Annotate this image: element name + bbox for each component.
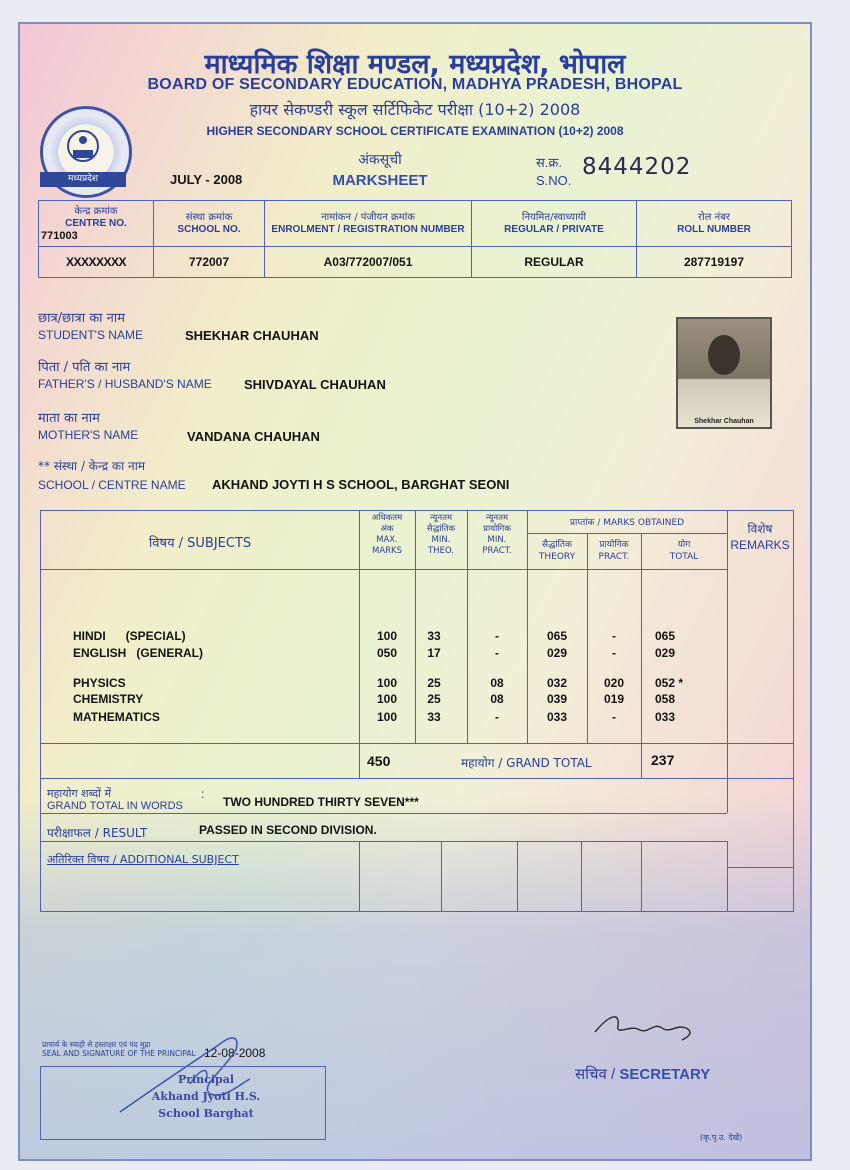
- principal-stamp: [40, 1066, 326, 1140]
- subjects-header: विषय / SUBJECTS: [148, 536, 252, 551]
- board-title-english: BOARD OF SECONDARY EDUCATION, MADHYA PRADESH, BHOPAL: [147, 76, 683, 93]
- serial-number: 8444202: [582, 154, 692, 180]
- body-rule: [41, 743, 793, 744]
- seal-label: मध्यप्रदेश: [40, 172, 126, 187]
- add-col-1: [359, 841, 360, 911]
- add-col-6: [727, 841, 728, 911]
- additional-subject-label: अतिरिक्त विषय / ADDITIONAL SUBJECT: [47, 853, 239, 866]
- school-name: AKHAND JOYTI H S SCHOOL, BARGHAT SEONI: [212, 477, 510, 492]
- max-total: 450: [367, 753, 391, 769]
- result-rule: [41, 841, 727, 842]
- grand-total-words: TWO HUNDRED THIRTY SEVEN***: [223, 795, 419, 809]
- remarks-rule: [727, 867, 793, 868]
- enrolment-header: नामांकन / पंजीयन क्रमांक ENROLMENT / REGISTRATION NUMBER: [265, 201, 472, 247]
- secretary-signature: [590, 1004, 700, 1044]
- result-label: परीक्षाफल / RESULT: [47, 826, 148, 840]
- add-col-4: [581, 841, 582, 911]
- words-colon: :: [201, 787, 205, 801]
- min-theo-header: न्यूनतम सैद्धांतिक MIN. THEO.: [426, 513, 456, 556]
- col-rule-pract: [587, 533, 588, 743]
- marksheet-document: [18, 22, 812, 1161]
- regular-private-cell: REGULAR: [472, 247, 637, 278]
- min-pract-header: न्यूनतम प्रायोगिक MIN. PRACT.: [482, 513, 512, 556]
- regular-private-header: नियमित/स्वाध्यायी REGULAR / PRIVATE: [472, 201, 637, 247]
- candidate-info-table: [38, 200, 792, 278]
- centre-no-header: केन्द्र क्रमांक CENTRE NO. 771003: [39, 201, 154, 247]
- student-photo: [676, 317, 772, 429]
- serial-label-hindi: स.क्र.: [536, 155, 562, 170]
- obtained-rule: [527, 533, 727, 534]
- student-name-label: STUDENT'S NAME: [38, 328, 143, 342]
- pract-header: प्रायोगिक PRACT.: [598, 540, 630, 562]
- col-rule-remarks: [727, 511, 728, 813]
- remarks-header: विशेष REMARKS: [730, 522, 790, 552]
- school-no-cell: 772007: [154, 247, 265, 278]
- secretary-label: सचिव / SECRETARY: [575, 1065, 711, 1083]
- doc-title-hindi: अंकसूची: [358, 152, 402, 168]
- serial-label-english: S.NO.: [536, 173, 572, 188]
- turn-over-note: (कृ.पृ.उ. देखें): [700, 1133, 743, 1142]
- doc-title-english: MARKSHEET: [332, 172, 428, 189]
- photo-face: [708, 335, 740, 375]
- enrolment-cell: A03/772007/051: [265, 247, 472, 278]
- grand-total: 237: [651, 752, 675, 768]
- result-value: PASSED IN SECOND DIVISION.: [199, 823, 377, 837]
- father-name: SHIVDAYAL CHAUHAN: [244, 377, 386, 392]
- marks-obtained-header: प्राप्तांक / MARKS OBTAINED: [569, 518, 685, 528]
- centre-overprint: XXXXXXXX: [39, 247, 154, 278]
- words-label: महायोग शब्दों में GRAND TOTAL IN WORDS: [47, 787, 183, 812]
- exam-title-hindi: हायर सेकण्डरी स्कूल सर्टिफिकेट परीक्षा (10+2) 2008: [249, 100, 581, 119]
- school-no-header: संस्था क्रमांक SCHOOL NO.: [154, 201, 265, 247]
- mother-name-label-hindi: माता का नाम: [38, 411, 100, 426]
- marks-table: विषय / SUBJECTS अधिकतम अंक MAX. MARKS न्यूनतम सैद्धांतिक MIN. THEO. न्यूनतम प्रायोगिक MIN. PRACT. प्राप्तांक / MARKS OBTAINED सैद्धांतिक THEORY प्रायोगिक PRACT. योग TOTAL विशेष REMARKS HINDI (SPECIAL) 100 33 - 065 - 065 ENGLISH (GENERAL) 050 17 - 029 - 029 PHYSICS 100 25 08 032 020 052 * CHEMISTRY 100 25 08 039 019 058 MATHEMATICS 100 33 - 033 - 033 450 महायोग / GRAND TOTAL 237 महायोग शब्दों में GRAND TOTAL IN WORDS : TWO HUNDRED THIRTY SEVEN*** परीक्षाफल / RESULT PASSED IN SECOND DIVISION. अतिरिक्त विषय / ADDITIONAL SUBJECT: [40, 510, 794, 912]
- student-name: SHEKHAR CHAUHAN: [185, 328, 319, 343]
- words-rule: [41, 813, 727, 814]
- board-title-hindi: माध्यमिक शिक्षा मण्डल, मध्यप्रदेश, भोपाल: [204, 49, 626, 80]
- col-rule-total: [641, 533, 642, 778]
- grand-total-label: महायोग / GRAND TOTAL: [461, 756, 592, 770]
- photo-caption: Shekhar Chauhan: [694, 418, 754, 425]
- theory-header: सैद्धांतिक THEORY: [538, 540, 576, 562]
- roll-number-header: रोल नंबर ROLL NUMBER: [637, 201, 792, 247]
- grand-total-rule: [41, 778, 793, 779]
- total-header: योग TOTAL: [669, 540, 699, 562]
- add-col-2: [441, 841, 442, 911]
- serial-label: [536, 154, 571, 190]
- school-name-label: SCHOOL / CENTRE NAME: [38, 478, 186, 492]
- max-marks-header: अधिकतम अंक MAX. MARKS: [371, 513, 403, 556]
- principal-stamp-text: Principal Akhand Jyoti H.S. School Barghat: [151, 1073, 261, 1120]
- roll-number-cell: 287719197: [637, 247, 792, 278]
- exam-title-english: HIGHER SECONDARY SCHOOL CERTIFICATE EXAMINATION (10+2) 2008: [206, 124, 624, 138]
- father-name-label-hindi: पिता / पति का नाम: [38, 360, 131, 375]
- add-col-5: [641, 841, 642, 911]
- principal-seal-label: प्राचार्य के स्याही से हस्ताक्षर एवं पद मुद्रा SEAL AND SIGNATURE OF THE PRINCIPAL: [42, 1040, 196, 1058]
- add-col-3: [517, 841, 518, 911]
- school-name-label-hindi: ** संस्था / केन्द्र का नाम: [38, 459, 145, 473]
- principal-date: 12-08-2008: [204, 1046, 266, 1060]
- exam-session: JULY - 2008: [170, 172, 243, 187]
- mother-name-label: MOTHER'S NAME: [38, 428, 139, 442]
- student-name-label-hindi: छात्र/छात्रा का नाम: [38, 311, 126, 326]
- mother-name: VANDANA CHAUHAN: [187, 429, 320, 444]
- header-rule: [41, 569, 727, 570]
- father-name-label: FATHER'S / HUSBAND'S NAME: [38, 377, 212, 391]
- centre-no-value: 771003: [41, 229, 78, 242]
